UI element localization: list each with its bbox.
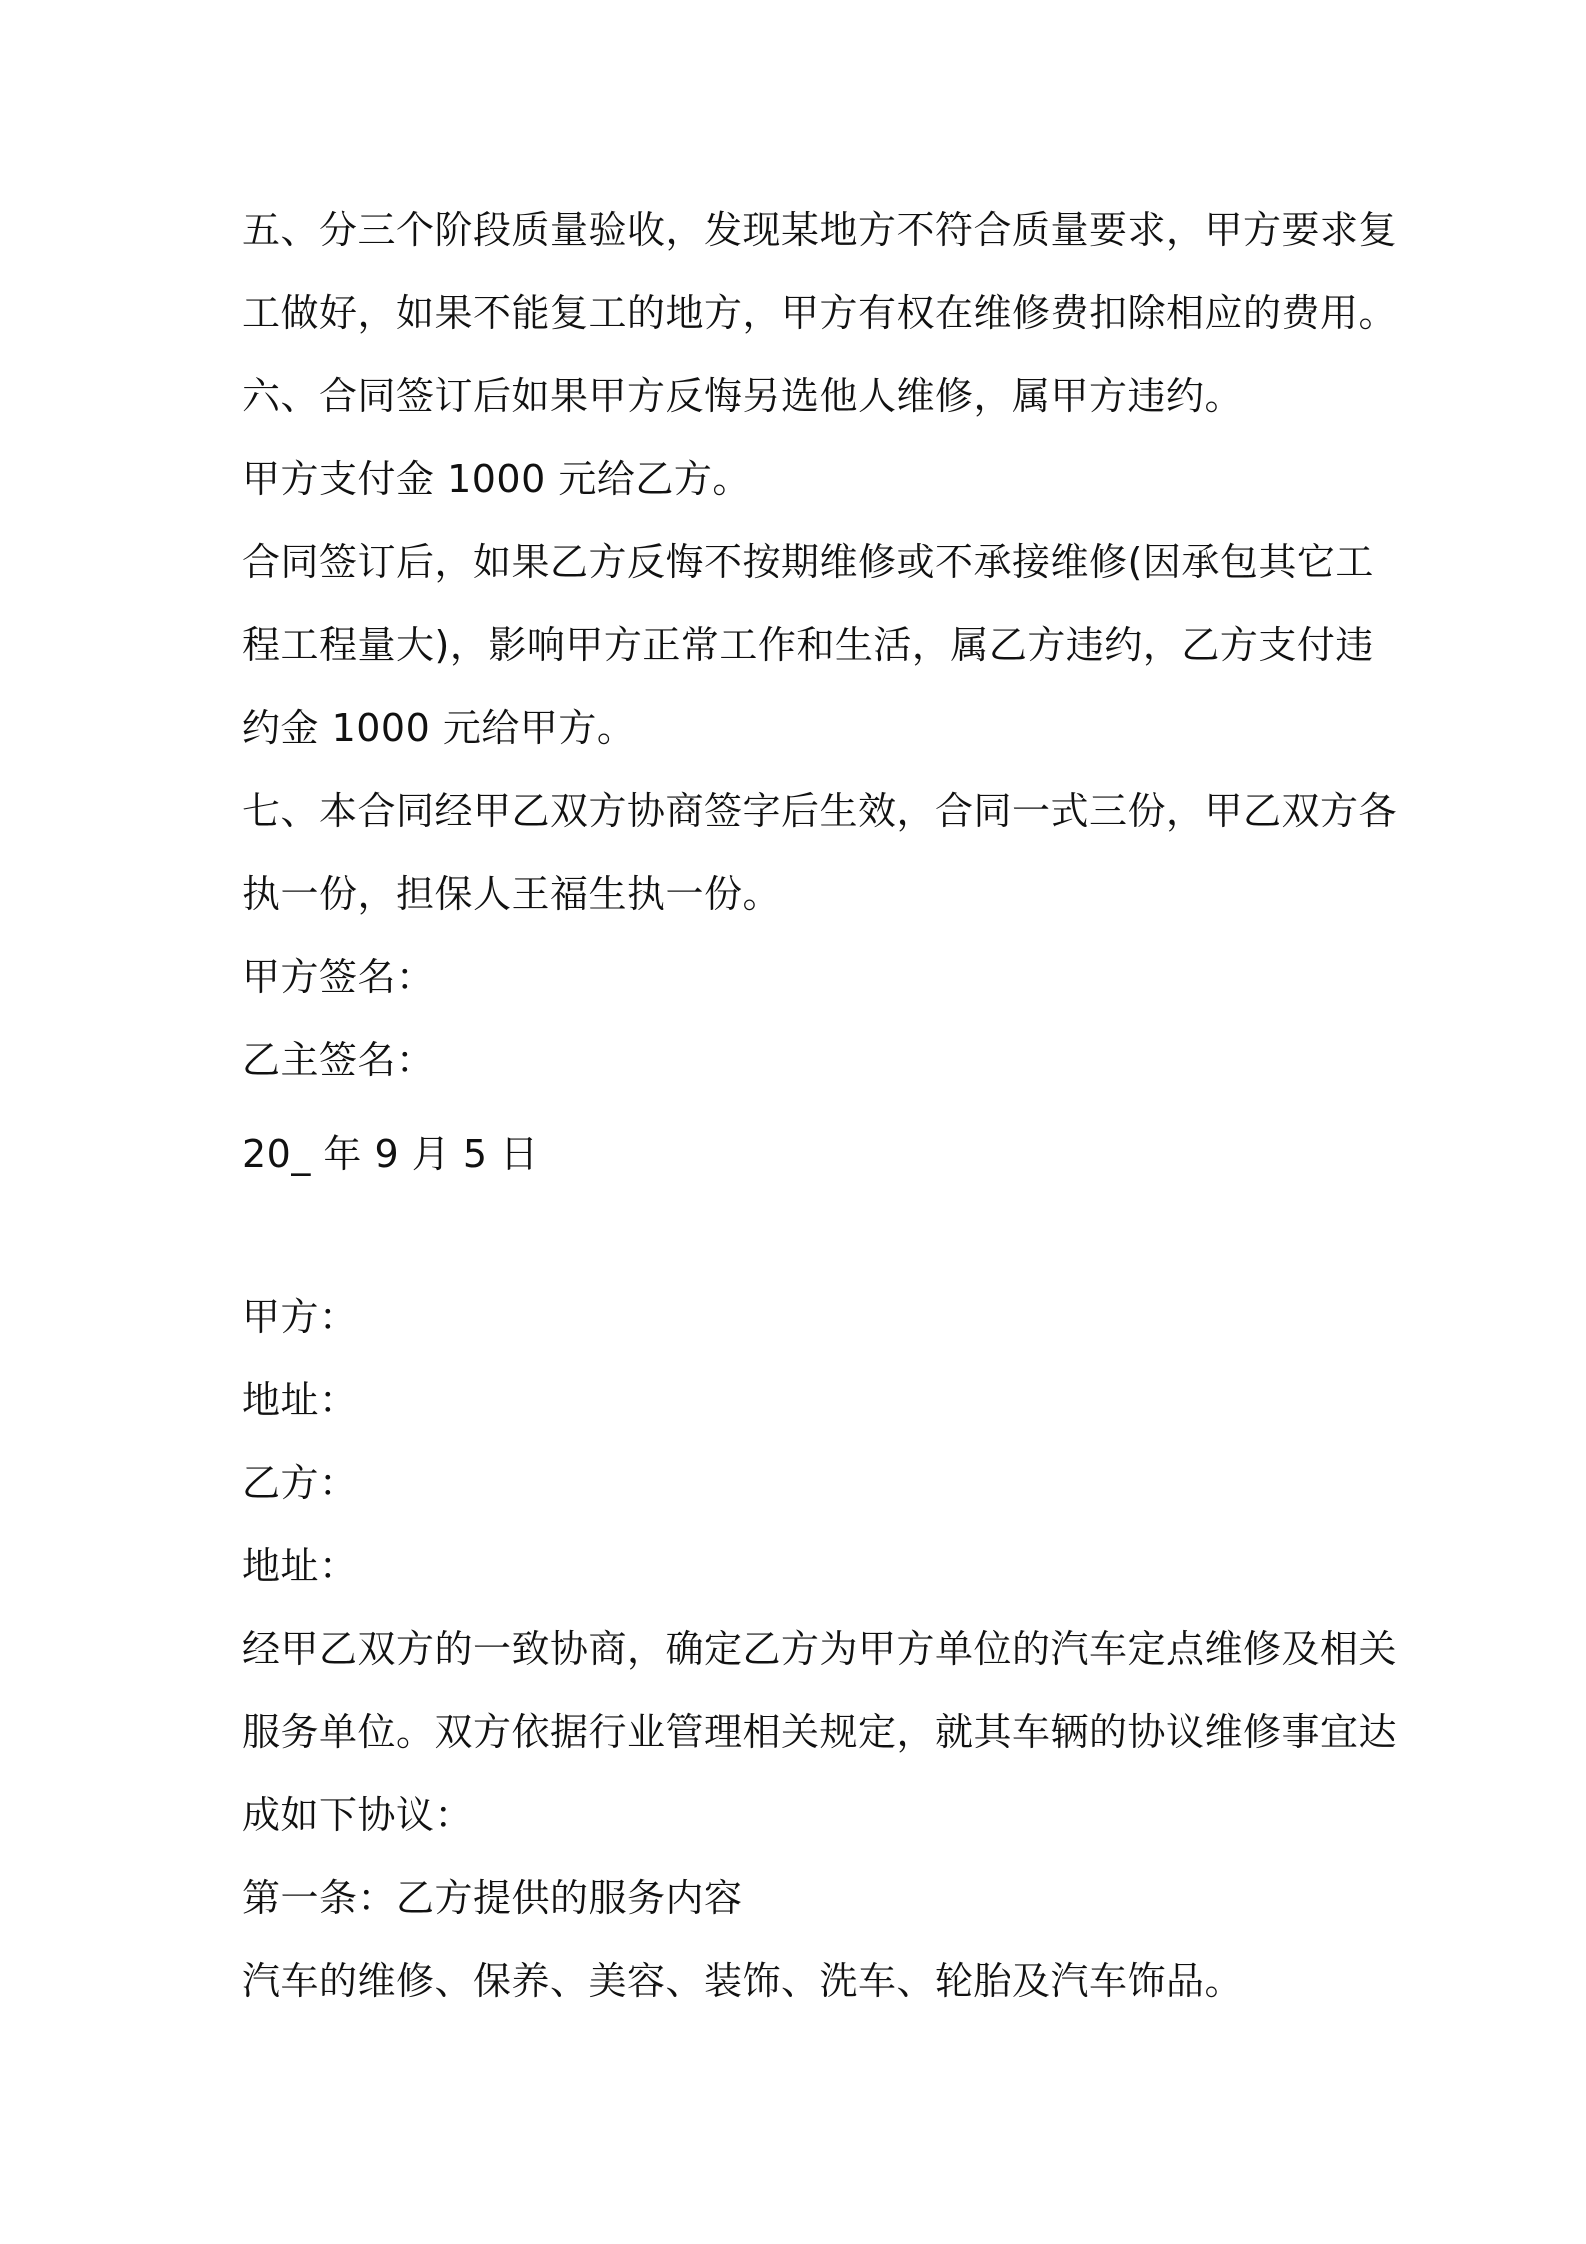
party-a-signature: 甲方签名： [242,955,435,999]
clause-6-line-1: 六、合同签订后如果甲方反悔另选他人维修，属甲方违约。 [242,374,1244,418]
clause-5-line-2: 工做好，如果不能复工的地方，甲方有权在维修费扣除相应的费用。 [242,291,1398,335]
preamble-line-2: 服务单位。双方依据行业管理相关规定，就其车辆的协议维修事宜达 [242,1710,1398,1754]
clause-6-line-2: 甲方支付金 1000 元给乙方。 [242,457,751,501]
party-b-label: 乙方： [242,1461,358,1505]
clause-6-line-4: 程工程量大)，影响甲方正常工作和生活，属乙方违约，乙方支付违 [242,623,1374,667]
clause-7-line-1: 七、本合同经甲乙双方协商签字后生效，合同一式三份，甲乙双方各 [242,789,1398,833]
article-1-heading: 第一条：乙方提供的服务内容 [242,1876,743,1920]
party-b-address: 地址： [242,1544,358,1588]
clause-7-line-2: 执一份，担保人王福生执一份。 [242,872,782,916]
clause-6-line-5: 约金 1000 元给甲方。 [242,706,636,750]
clause-5-line-1: 五、分三个阶段质量验收，发现某地方不符合质量要求，甲方要求复 [242,208,1398,252]
party-b-signature: 乙主签名： [242,1038,435,1082]
party-a-label: 甲方： [242,1295,358,1339]
preamble-line-1: 经甲乙双方的一致协商，确定乙方为甲方单位的汽车定点维修及相关 [242,1627,1398,1671]
party-a-address: 地址： [242,1378,358,1422]
clause-6-line-3: 合同签订后，如果乙方反悔不按期维修或不承接维修(因承包其它工 [242,540,1374,584]
signing-date: 20_ 年 9 月 5 日 [242,1132,539,1176]
article-1-content: 汽车的维修、保养、美容、装饰、洗车、轮胎及汽车饰品。 [242,1959,1244,2003]
preamble-line-3: 成如下协议： [242,1793,474,1837]
